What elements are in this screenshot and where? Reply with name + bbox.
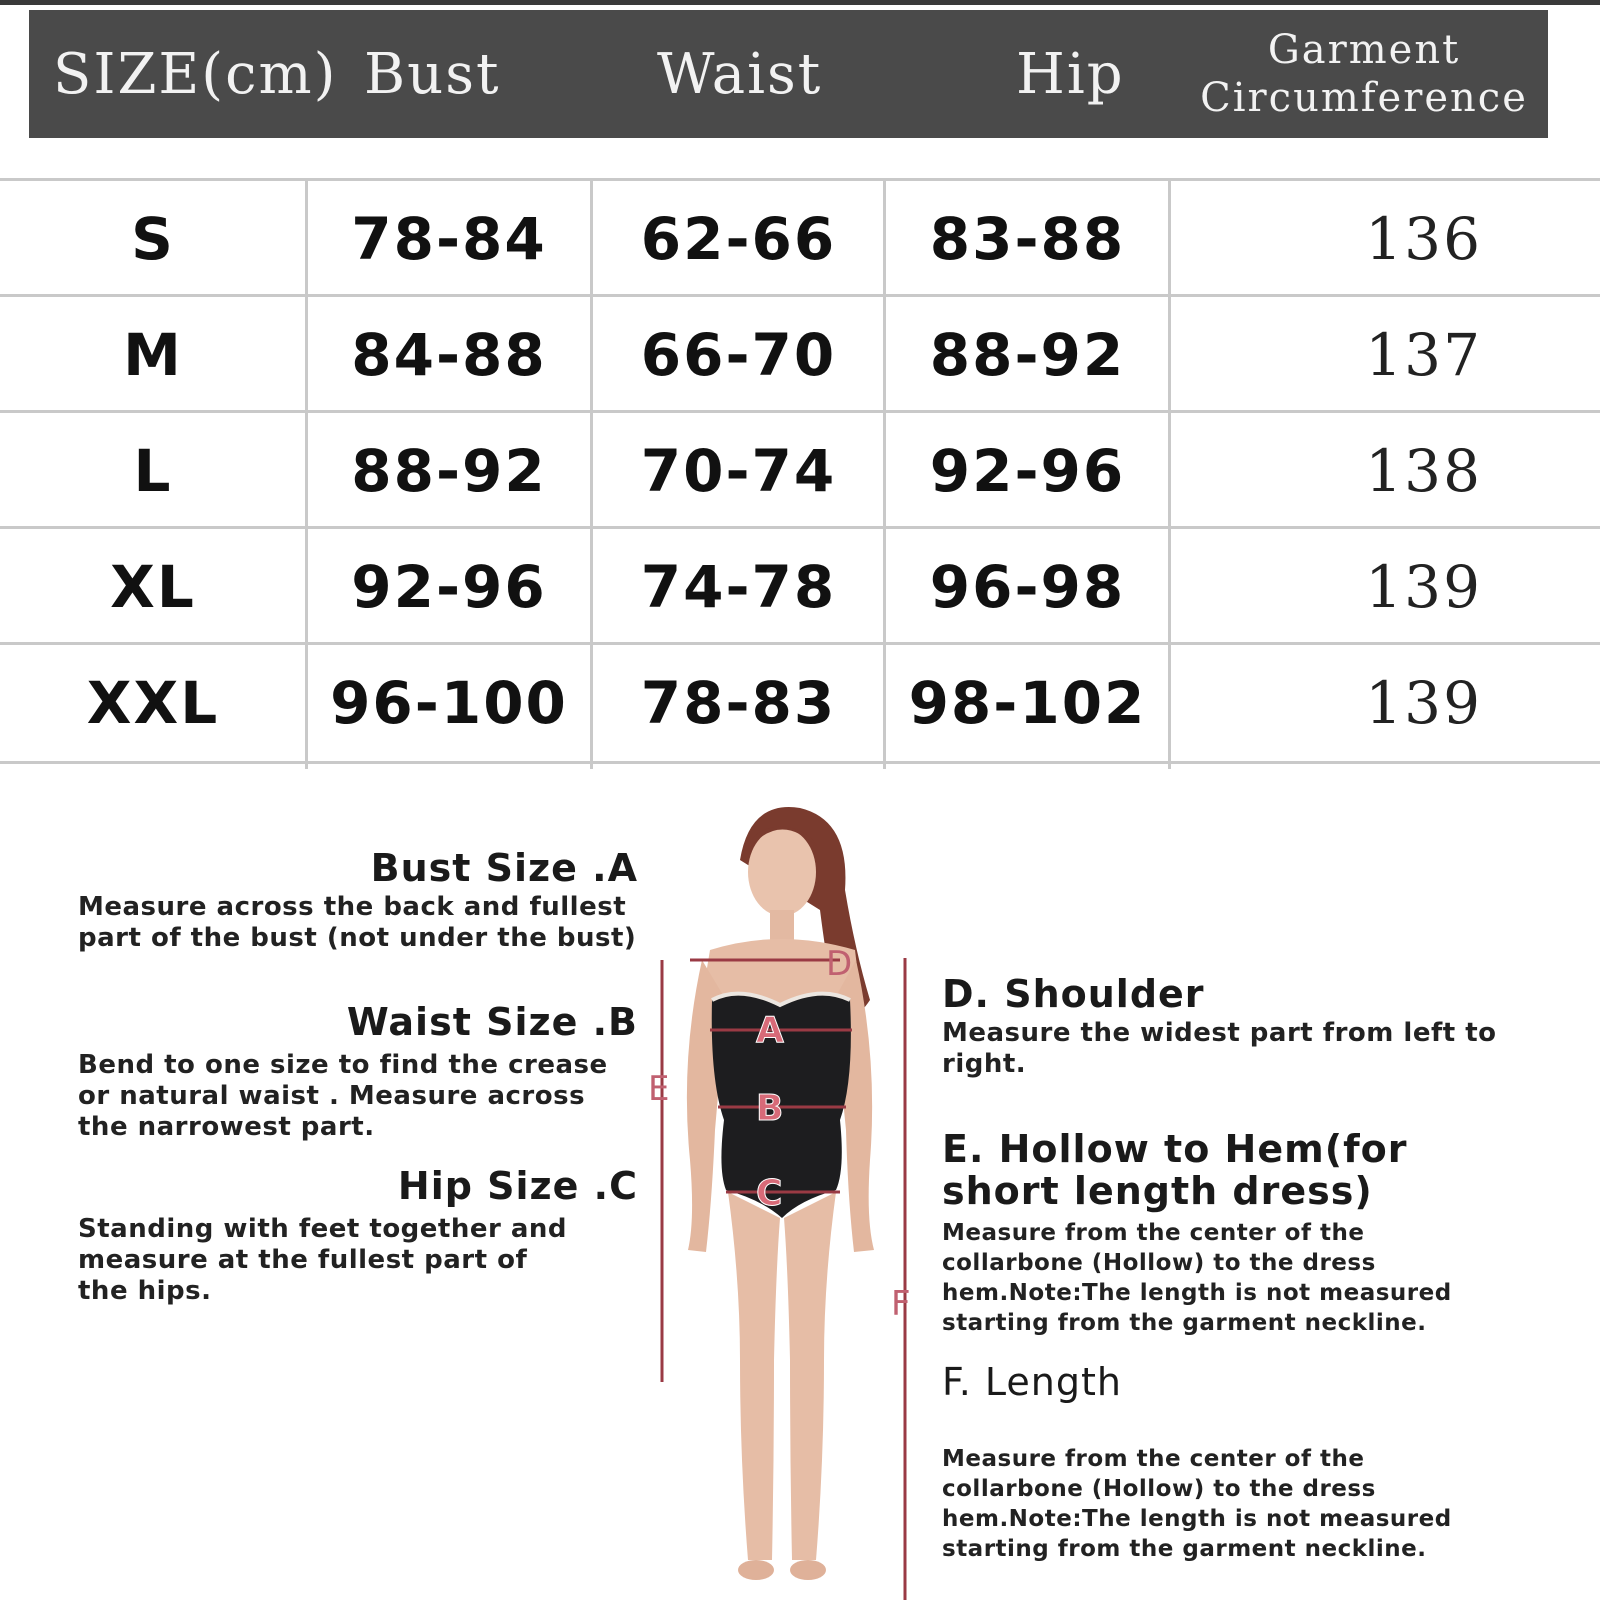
shoulder-guide	[942, 972, 1502, 1080]
length-guide-title: F. Length	[942, 1360, 1122, 1404]
cell-hip: 92-96	[929, 437, 1126, 505]
column-divider	[305, 178, 308, 769]
marker-f: F	[891, 1284, 911, 1324]
cell-garment: 138	[1365, 437, 1482, 505]
table-row	[0, 178, 1600, 297]
cell-garment: 136	[1365, 205, 1482, 273]
top-rule	[0, 0, 1600, 5]
table-row	[0, 294, 1600, 413]
hollow-guide-title: E. Hollow to Hem(for short length dress)	[942, 1127, 1408, 1213]
column-divider	[883, 178, 886, 769]
waist-guide-title: Waist Size .B	[346, 1000, 638, 1044]
cell-bust: 92-96	[351, 553, 547, 621]
cell-garment: 139	[1365, 669, 1482, 737]
size-table-header	[29, 10, 1548, 138]
cell-waist: 62-66	[640, 205, 837, 273]
length-guide	[942, 1360, 1502, 1564]
marker-b: B	[756, 1088, 784, 1129]
hollow-guide	[942, 1128, 1502, 1338]
cell-garment: 139	[1365, 553, 1482, 621]
hip-guide	[78, 1164, 638, 1307]
cell-hip: 96-98	[929, 553, 1126, 621]
marker-c: C	[756, 1173, 783, 1214]
header-waist: Waist	[657, 41, 823, 107]
marker-d: D	[826, 944, 853, 984]
cell-size: L	[133, 437, 173, 505]
cell-waist: 66-70	[640, 321, 837, 389]
cell-size: S	[131, 205, 175, 273]
cell-bust: 88-92	[351, 437, 547, 505]
table-row	[0, 526, 1600, 645]
column-divider	[590, 178, 593, 769]
header-hip: Hip	[1016, 41, 1125, 107]
neck	[770, 910, 794, 940]
bust-guide-title: Bust Size .A	[370, 846, 638, 890]
header-size: SIZE(cm)	[53, 41, 338, 107]
cell-size: XXL	[86, 669, 220, 737]
marker-e: E	[648, 1069, 670, 1109]
bust-guide-desc: Measure across the back and fullest part of the bust (not under the bust)	[78, 892, 637, 953]
length-guide-desc: Measure from the center of the collarbone (Hollow) to the dress hem.Note:The length is not measured starting from the garment neckline.	[942, 1446, 1452, 1562]
shoulder-guide-title: D. Shoulder	[942, 972, 1205, 1016]
left-leg	[728, 1192, 780, 1560]
head	[748, 828, 816, 916]
hip-guide-desc: Standing with feet together and measure at the fullest part of the hips.	[78, 1214, 568, 1306]
header-garment-line2: Circumference	[1200, 75, 1528, 121]
left-foot	[738, 1560, 774, 1580]
right-foot	[790, 1560, 826, 1580]
cell-waist: 70-74	[640, 437, 837, 505]
bust-guide	[78, 846, 638, 954]
cell-waist: 78-83	[640, 669, 837, 737]
shoulder-guide-desc: Measure the widest part from left to right.	[942, 1018, 1497, 1079]
cell-waist: 74-78	[640, 553, 837, 621]
model-figure	[640, 800, 920, 1600]
cell-bust: 78-84	[351, 205, 547, 273]
cell-garment: 137	[1365, 321, 1482, 389]
hollow-guide-desc: Measure from the center of the collarbone (Hollow) to the dress hem.Note:The length is not measured starting from the garment neckline.	[942, 1220, 1452, 1336]
cell-hip: 88-92	[929, 321, 1126, 389]
header-garment	[1179, 10, 1549, 138]
cell-bust: 96-100	[330, 669, 568, 737]
marker-a: A	[756, 1010, 784, 1051]
waist-guide	[78, 1000, 638, 1143]
cell-size: XL	[110, 553, 196, 621]
hip-guide-title: Hip Size .C	[397, 1164, 638, 1208]
table-row	[0, 642, 1600, 764]
cell-hip: 83-88	[929, 205, 1126, 273]
cell-bust: 84-88	[351, 321, 547, 389]
cell-size: M	[123, 321, 183, 389]
table-row	[0, 410, 1600, 529]
right-leg	[784, 1192, 836, 1560]
header-garment-line1: Garment	[1267, 27, 1461, 73]
column-divider	[1168, 178, 1171, 769]
header-bust: Bust	[364, 41, 501, 107]
cell-hip: 98-102	[908, 669, 1147, 737]
waist-guide-desc: Bend to one size to find the crease or natural waist . Measure across the narrowest part.	[78, 1050, 608, 1142]
